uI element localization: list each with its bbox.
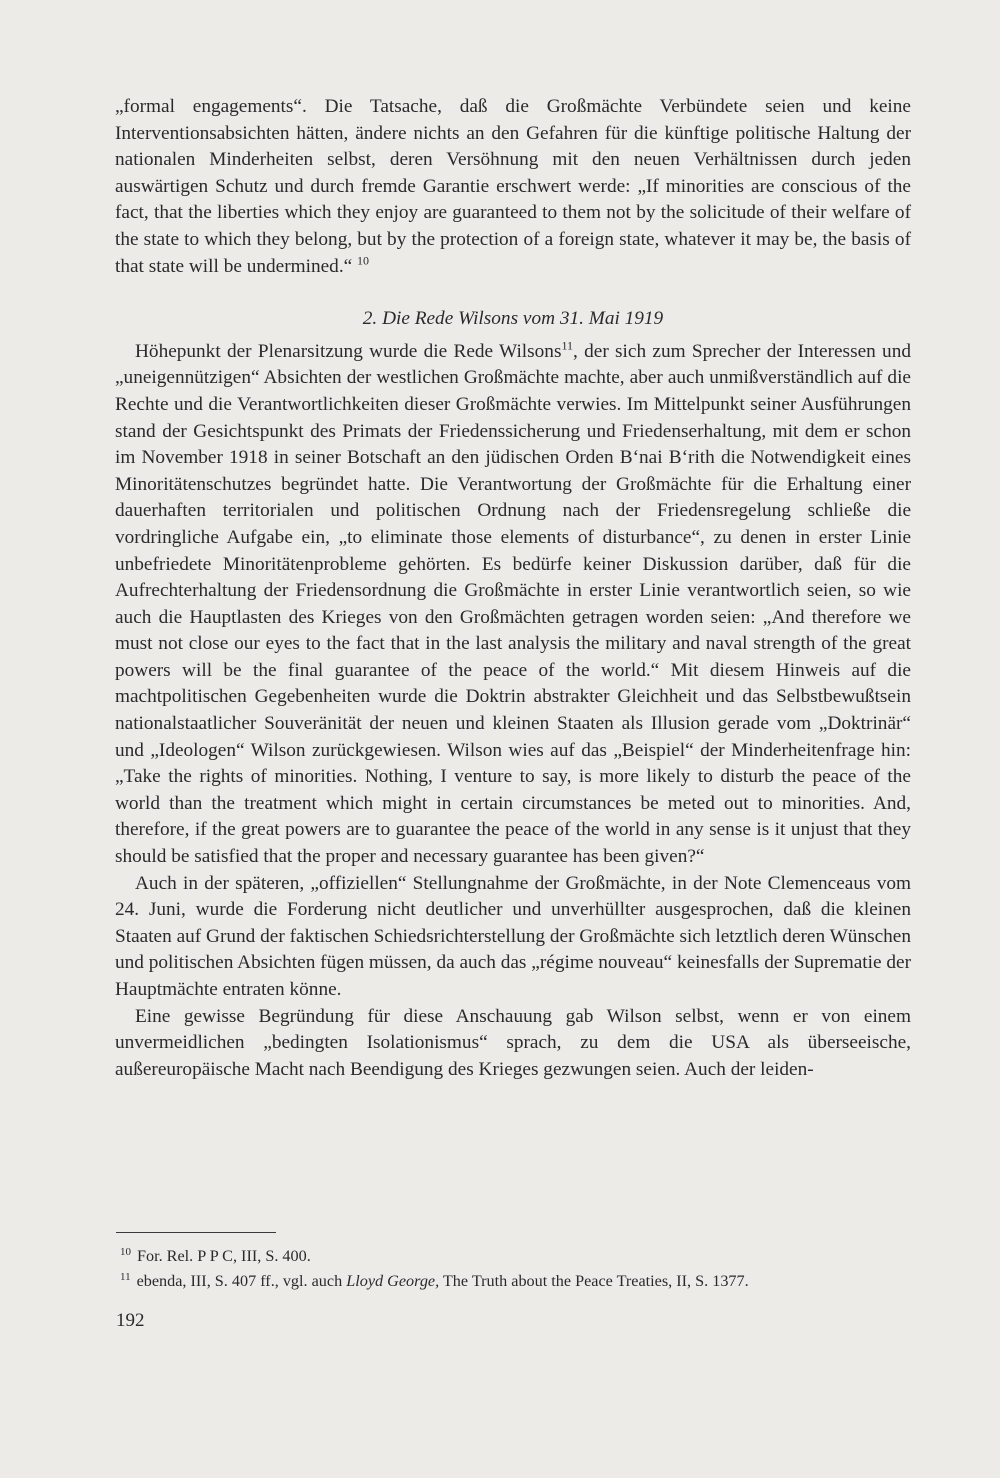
footnote-10-text: For. Rel. P P C, III, S. 400. [137,1247,311,1265]
paragraph-2 [115,339,911,871]
footnote-11-pre: ebenda, III, S. 407 ff., vgl. auch [136,1272,347,1290]
paragraph-4: Eine gewisse Begründung für diese Anschauung gab Wilson selbst, wenn er von einem unvermeidlichen „bedingten Isolationismus“ sprach, zu dem die USA als überseeische, außereuropäische Macht nach Beendigung des Krieges gezwungen seien. Auch der leiden- [115,1005,911,1080]
footnote-11-post: The Truth about the Peace Treaties, II, S. 1377. [439,1272,749,1290]
paragraph-3: Auch in der späteren, „offiziellen“ Stellungnahme der Großmächte, in der Note Clemenceaus vom 24. Juni, wurde die Forderung nicht deutlicher und unverhüllter ausgesprochen, daß die kleinen Staaten auf Grund der faktischen Schiedsrichterstellung der Großmächte sich letztlich deren Wünschen und politischen Absichten fügen müssen, da auch das „régime nouveau“ keinesfalls der Suprematie der Hauptmächte entraten könne. [115,872,911,1000]
paragraph-2-text-b: , der sich zum Sprecher der Interessen und „uneigennützigen“ Absichten der westlichen Großmächte machte, aber auch unmißverständlich auf die Rechte und die Verantwortlichkeiten dieser Großmächte verwies. Im Mittelpunkt seiner Ausführungen stand der Gesichtspunkt des Primats der Friedenssicherung und Friedenserhaltung, mit dem er schon im November 1918 in seiner Botschaft an den jüdischen Orden B‘nai B‘rith die Notwendigkeit eines Minoritätenschutzes begründet hatte. Die Verantwortung der Großmächte für die Erhaltung einer dauerhaften territorialen und politischen Ordnung nach der Friedensregelung schließe die vordringliche Aufgabe ein, „to eliminate those elements of disturbance“, zu denen in erster Linie unbefriedete Minoritätenprobleme gehörten. Es bedürfe keiner Diskussion darüber, daß für die Aufrechterhaltung der Friedensordnung die Großmächte in erster Linie verantwortlich seien, so wie auch die Hauptlasten des Krieges von den Großmächten getragen worden seien: „And therefore we must not close our eyes to the fact that in the last analysis the military and naval strength of the great powers will be the final guarantee of the peace of the world.“ Mit diesem Hinweis auf die machtpolitischen Gegebenheiten wurde die Doktrin abstrakter Gleichheit und das Selbstbewußtsein nationalstaatlicher Souveränität der neuen und kleinen Staaten als Illusion gerade vom „Doktrinär“ und „Ideologen“ Wilson zurückgewiesen. Wilson wies auf das „Beispiel“ der Minderheitenfrage hin: „Take the rights of minorities. Nothing, I venture to say, is more likely to disturb the peace of the world than the treatment which might in certain circumstances be meted out to minorities. And, therefore, if the great powers are to guarantee the peace of the world in any sense is it unjust that they should be satisfied that the proper and necessary guarantee has been given?“ [115,340,911,868]
footnote-11-mark: 11 [120,1270,131,1283]
footnote-ref-11: 11 [561,338,574,353]
footnote-10-mark: 10 [120,1245,131,1258]
footnote-10 [120,1244,920,1269]
paragraph-1 [115,94,911,280]
footnote-divider [116,1232,276,1233]
body-text [115,94,911,1083]
page-number: 192 [116,1310,145,1331]
section-heading: 2. Die Rede Wilsons vom 31. Mai 1919 [362,308,664,330]
footnotes [120,1244,920,1294]
footnote-11-author: Lloyd George, [346,1272,440,1290]
paragraph-2-text-a: Höhepunkt der Plenarsitzung wurde die Rede Wilsons [135,340,562,362]
paragraph-1-text: „formal engagements“. Die Tatsache, daß die Großmächte Verbündete seien und keine Interventionsabsichten hätten, ändere nichts an den Gefahren für die künftige politische Haltung der nationalen Minderheiten selbst, deren Versöhnung mit den neuen Verhältnissen durch jeden auswärtigen Schutz und durch fremde Garantie erschwert werde: „If minorities are conscious of the fact, that the liberties which they enjoy are guaranteed to them not by the solicitude of their welfare of the state to which they belong, but by the protection of a foreign state, whatever it may be, the basis of that state will be undermined.“ [115,96,911,277]
footnote-ref-10: 10 [357,253,370,268]
footnote-11 [120,1269,920,1294]
